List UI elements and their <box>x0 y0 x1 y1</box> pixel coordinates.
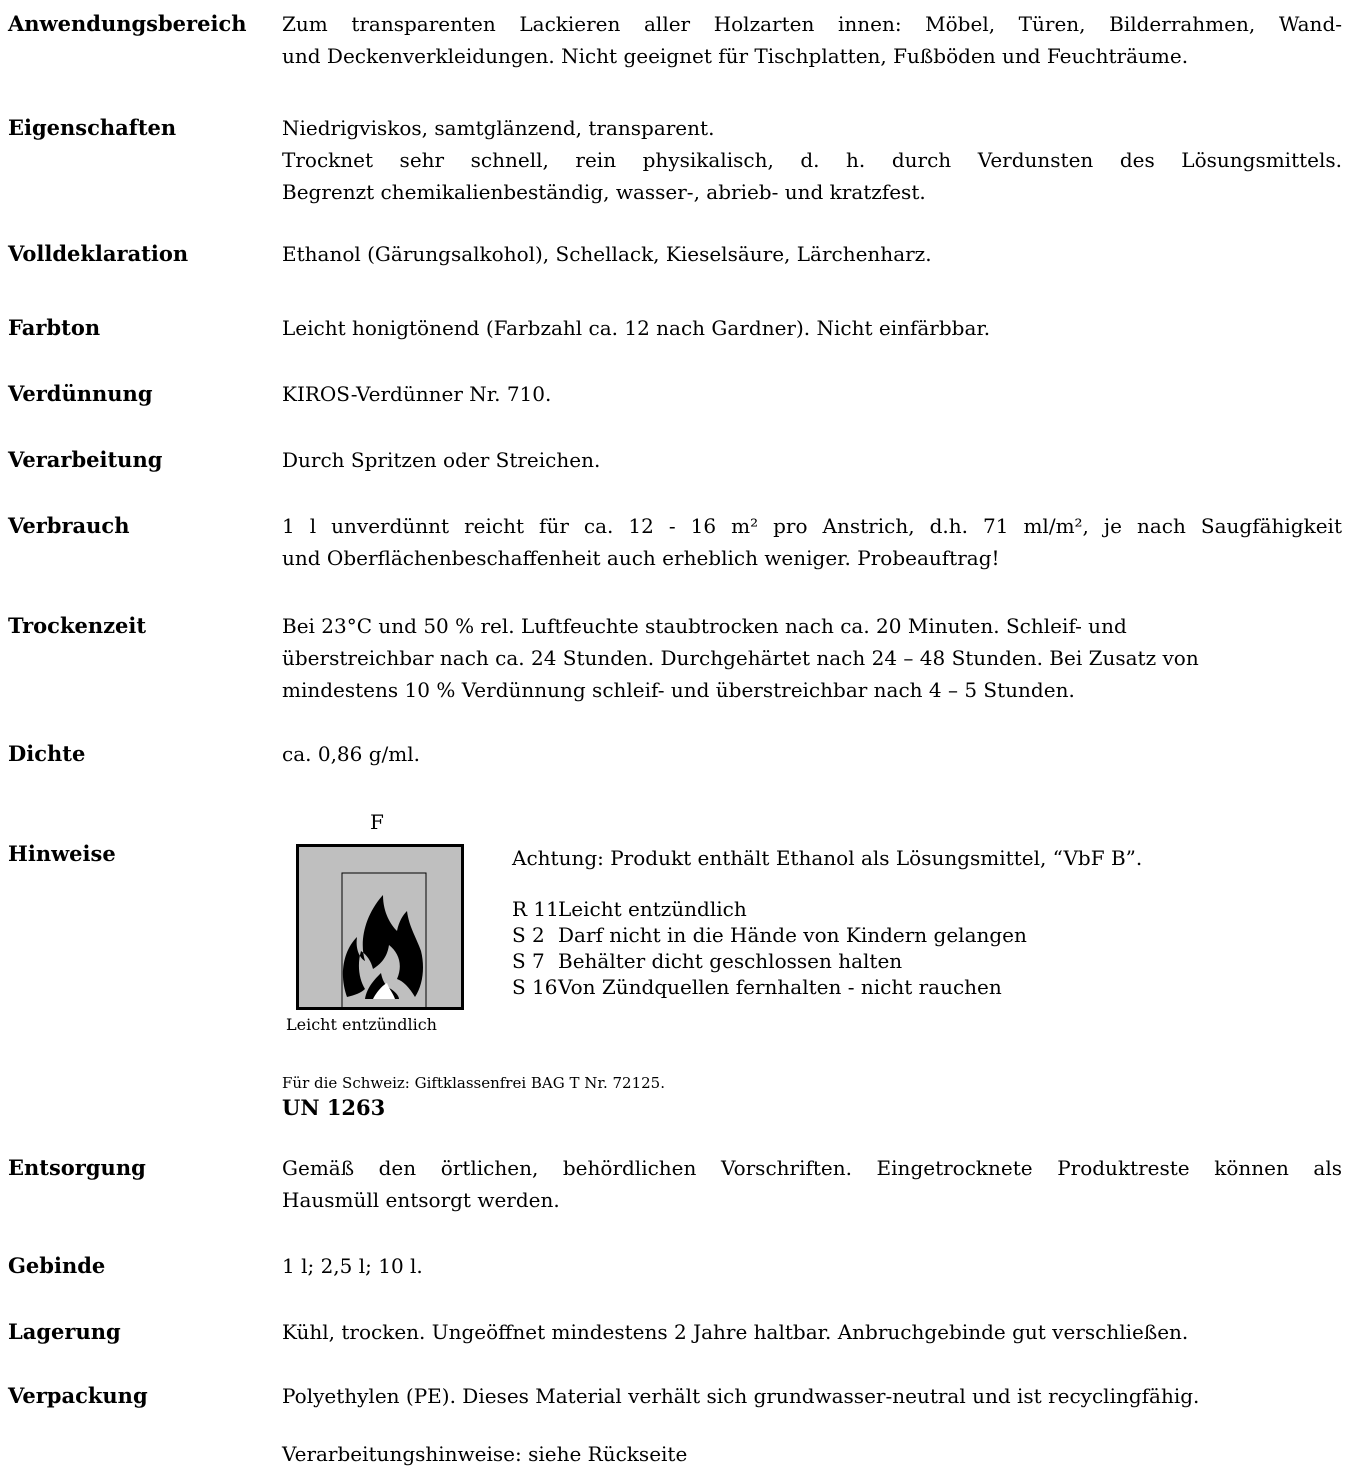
flame-icon <box>299 847 461 1007</box>
section-text <box>282 1316 1342 1348</box>
section-label: Verdünnung <box>8 381 153 406</box>
section-label: Verarbeitung <box>8 447 163 472</box>
section-text <box>282 510 1342 574</box>
text-line: Hausmüll entsorgt werden. <box>282 1188 560 1212</box>
section-text <box>282 1152 1342 1216</box>
text-line: Leicht honigtönend (Farbzahl ca. 12 nach Gardner). Nicht einfärbbar. <box>282 316 991 340</box>
text-line: überstreichbar nach ca. 24 Stunden. Durchgehärtet nach 24 – 48 Stunden. Bei Zusatz von <box>282 646 1199 670</box>
section-text <box>282 112 1342 208</box>
text-line: ca. 0,86 g/ml. <box>282 742 420 766</box>
phrase-code: S 7 <box>512 949 545 973</box>
phrase-r11 <box>512 896 1027 922</box>
section-text <box>282 312 1342 344</box>
phrase-s2 <box>512 922 1027 948</box>
phrase-text: Darf nicht in die Hände von Kindern gelangen <box>558 923 1027 947</box>
section-label: Verbrauch <box>8 513 130 538</box>
text-line: Bei 23°C und 50 % rel. Luftfeuchte staubtrocken nach ca. 20 Minuten. Schleif- und <box>282 614 1127 638</box>
section-label: Gebinde <box>8 1253 106 1278</box>
section-label: Dichte <box>8 741 86 766</box>
section-label: Entsorgung <box>8 1155 146 1180</box>
text-line: KIROS-Verdünner Nr. 710. <box>282 382 552 406</box>
text-line: Durch Spritzen oder Streichen. <box>282 448 601 472</box>
hazard-letter: F <box>370 810 384 834</box>
section-label: Trockenzeit <box>8 613 147 638</box>
section-label: Eigenschaften <box>8 115 177 140</box>
text-line: Kühl, trocken. Ungeöffnet mindestens 2 Jahre haltbar. Anbruchgebinde gut verschließen. <box>282 1320 1189 1344</box>
phrase-code: S 2 <box>512 923 545 947</box>
risk-safety-phrases <box>512 896 1027 1000</box>
un-number: UN 1263 <box>282 1095 386 1120</box>
text-line: Niedrigviskos, samtglänzend, transparent. <box>282 116 715 140</box>
text-line: und Deckenverkleidungen. Nicht geeignet für Tischplatten, Fußböden und Feuchträume. <box>282 44 1189 68</box>
text-line: mindestens 10 % Verdünnung schleif- und überstreichbar nach 4 – 5 Stunden. <box>282 678 1075 702</box>
section-text <box>282 1380 1342 1412</box>
swiss-note: Für die Schweiz: Giftklassenfrei BAG T Nr. 72125. <box>282 1074 665 1092</box>
section-label: Lagerung <box>8 1319 121 1344</box>
hint-main-text: Achtung: Produkt enthält Ethanol als Lösungsmittel, “VbF B”. <box>512 846 1143 870</box>
text-line: Polyethylen (PE). Dieses Material verhält sich grundwasser-neutral und ist recyclingfähig. <box>282 1384 1200 1408</box>
section-text <box>282 378 1342 410</box>
section-text <box>282 610 1342 706</box>
phrase-code: R 11 <box>512 897 559 921</box>
section-label: Verpackung <box>8 1383 148 1408</box>
section-text <box>282 738 1342 770</box>
section-text <box>282 8 1342 72</box>
text-line: Trocknet sehr schnell, rein physikalisch, d. h. durch Verdunsten des Lösungsmittels. <box>282 148 1342 172</box>
phrase-text: Von Zündquellen fernhalten - nicht rauchen <box>558 975 1002 999</box>
phrase-code: S 16 <box>512 975 558 999</box>
hazard-symbol <box>296 844 464 1010</box>
text-line: 1 l unverdünnt reicht für ca. 12 - 16 m² pro Anstrich, d.h. 71 ml/m², je nach Saugfähigkeit <box>282 514 1342 538</box>
section-text <box>282 1250 1342 1282</box>
phrase-s7 <box>512 948 1027 974</box>
text-line: und Oberflächenbeschaffenheit auch erheblich weniger. Probeauftrag! <box>282 546 1000 570</box>
section-label: Farbton <box>8 315 101 340</box>
section-text <box>282 444 1342 476</box>
section-label: Hinweise <box>8 841 116 866</box>
text-line: Begrenzt chemikalienbeständig, wasser-, abrieb- und kratzfest. <box>282 180 926 204</box>
section-text <box>282 238 1342 270</box>
text-line: 1 l; 2,5 l; 10 l. <box>282 1254 423 1278</box>
phrase-text: Leicht entzündlich <box>558 897 747 921</box>
hazard-caption: Leicht entzündlich <box>286 1015 437 1034</box>
text-line: Zum transparenten Lackieren aller Holzarten innen: Möbel, Türen, Bilderrahmen, Wand- <box>282 12 1342 36</box>
section-label: Volldeklaration <box>8 241 189 266</box>
phrase-s16 <box>512 974 1027 1000</box>
text-line: Ethanol (Gärungsalkohol), Schellack, Kieselsäure, Lärchenharz. <box>282 242 932 266</box>
footer-note: Verarbeitungshinweise: siehe Rückseite <box>282 1442 688 1466</box>
text-line: Gemäß den örtlichen, behördlichen Vorschriften. Eingetrocknete Produktreste können als <box>282 1156 1342 1180</box>
phrase-text: Behälter dicht geschlossen halten <box>558 949 903 973</box>
section-label: Anwendungsbereich <box>8 11 247 36</box>
